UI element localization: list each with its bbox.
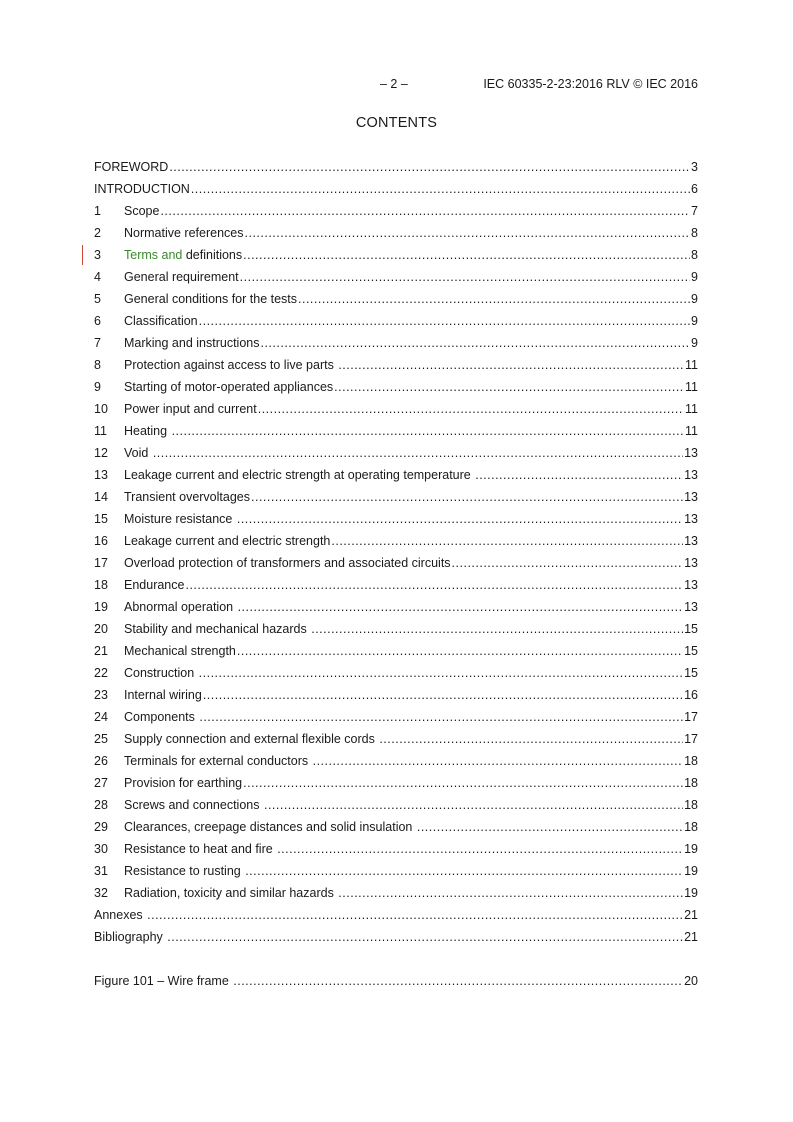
toc-entry-page: 19 [684,864,698,878]
toc-entry-page: 13 [684,578,698,592]
toc-entry[interactable] [94,422,698,444]
toc-entry-label-rest: definitions [182,248,243,262]
toc-entry-page: 9 [691,270,698,284]
dot-leader [203,687,683,703]
toc-entry-label [124,247,242,263]
toc-entry-page: 21 [684,930,698,944]
toc-entry-label: Leakage current and electric strength [124,534,331,548]
page-number: – 2 – [380,77,408,91]
dot-leader [191,181,690,197]
dot-leader [238,599,684,615]
toc-entry[interactable] [94,708,698,730]
toc-entry-page: 6 [691,182,698,196]
toc-entry-page: 8 [691,226,698,240]
dot-leader [298,291,690,307]
toc-entry[interactable] [94,158,698,180]
toc-entry-page: 3 [691,160,698,174]
page-header [380,76,698,92]
toc-entry-label: Marking and instructions [124,336,260,350]
toc-entry-number: 22 [94,666,108,680]
toc-entry-page: 11 [685,380,698,394]
toc-entry-label: Protection against access to live parts [124,358,338,372]
toc-entry-number: 31 [94,864,108,878]
toc-entry[interactable] [94,312,698,334]
standard-reference: IEC 60335-2-23:2016 RLV © IEC 2016 [483,77,698,91]
toc-entry[interactable] [94,752,698,774]
toc-entry-label: Construction [124,666,198,680]
dot-leader [169,159,690,175]
toc-entry[interactable] [94,884,698,906]
toc-entry-number: 21 [94,644,108,658]
toc-entry[interactable] [94,576,698,598]
toc-entry[interactable] [94,620,698,642]
toc-entry-number: 5 [94,292,101,306]
toc-entry-page: 13 [684,468,698,482]
toc-entry-label: Scope [124,204,160,218]
toc-entry-page: 21 [684,908,698,922]
dot-leader [199,709,683,725]
toc-entry-number: 26 [94,754,108,768]
toc-entry-label: Overload protection of transformers and associated circuits [124,556,451,570]
changed-text: Terms and [124,248,183,262]
toc-entry-page: 20 [684,974,698,988]
toc-entry-number: 12 [94,446,108,460]
toc-entry-page: 13 [684,556,698,570]
toc-entry-number: 2 [94,226,101,240]
toc-entry[interactable] [94,180,698,202]
toc-entry-label: Components [124,710,199,724]
dot-leader [240,269,690,285]
toc-entry-number: 9 [94,380,101,394]
section-spacer [94,950,698,972]
toc-entry-number: 14 [94,490,108,504]
toc-entry-label: Clearances, creepage distances and solid insulation [124,820,416,834]
toc-entry-label: Supply connection and external flexible cords [124,732,379,746]
toc-entry-label: Transient overvoltages [124,490,250,504]
toc-entry[interactable] [94,774,698,796]
toc-entry[interactable] [94,928,698,950]
toc-entry-number: 16 [94,534,108,548]
toc-entry-label: Provision for earthing [124,776,243,790]
toc-entry[interactable] [94,290,698,312]
toc-entry-number: 32 [94,886,108,900]
page-title: CONTENTS [355,115,438,131]
toc-entry-label: Annexes [94,908,147,922]
toc-entry-label: Mechanical strength [124,644,236,658]
toc-entry-page: 15 [684,644,698,658]
toc-entry-number: 23 [94,688,108,702]
toc-entry-number: 10 [94,402,108,416]
toc-entry-label: Resistance to heat and fire [124,842,277,856]
toc-entry-label: General conditions for the tests [124,292,298,306]
dot-leader [243,247,690,263]
toc-entry[interactable] [94,202,698,224]
toc-entry-page: 9 [691,336,698,350]
toc-entry-page: 13 [684,490,698,504]
toc-entry-number: 4 [94,270,101,284]
dot-leader [258,401,684,417]
dot-leader [251,489,683,505]
toc-entry-number: 24 [94,710,108,724]
toc-entry-label: Screws and connections [124,798,263,812]
toc-entry[interactable] [94,818,698,840]
toc-entry-label: Endurance [124,578,185,592]
toc-entry-page: 19 [684,842,698,856]
toc-entry-page: 13 [684,600,698,614]
dot-leader [475,467,683,483]
dot-leader [277,841,683,857]
toc-entry-number: 29 [94,820,108,834]
toc-entry-number: 27 [94,776,108,790]
dot-leader [452,555,684,571]
toc-entry-number: 13 [94,468,108,482]
dot-leader [311,621,683,637]
toc-entry-number: 19 [94,600,108,614]
toc-entry[interactable] [94,532,698,554]
toc-entry-page: 13 [684,534,698,548]
toc-entry-number: 30 [94,842,108,856]
toc-entry[interactable] [94,466,698,488]
dot-leader [338,357,684,373]
toc-entry-page: 11 [685,358,698,372]
toc-entry-page: 18 [684,820,698,834]
figure-entry[interactable] [94,972,698,994]
toc-entry-number: 15 [94,512,108,526]
toc-entry-page: 15 [684,622,698,636]
toc-entry-page: 19 [684,886,698,900]
toc-entry-number: 7 [94,336,101,350]
toc-entry-page: 18 [684,798,698,812]
toc-entry-label: Power input and current [124,402,257,416]
dot-leader [417,819,683,835]
toc-entry-label: Void [124,446,152,460]
dot-leader [237,511,683,527]
toc-entry-label: Normative references [124,226,244,240]
dot-leader [233,973,683,989]
toc-entry-label: Terminals for external conductors [124,754,312,768]
toc-entry-label: Moisture resistance [124,512,236,526]
toc-entry-page: 11 [685,424,698,438]
toc-entry-page: 9 [691,292,698,306]
toc-entry[interactable] [94,796,698,818]
dot-leader [313,753,684,769]
dot-leader [199,313,690,329]
toc-entry-label: Internal wiring [124,688,202,702]
toc-entry-label: Heating [124,424,171,438]
dot-leader [185,577,683,593]
toc-entry[interactable] [94,664,698,686]
dot-leader [243,775,683,791]
toc-entry-number: 1 [94,204,101,218]
toc-entry-page: 8 [691,248,698,262]
toc-entry-number: 25 [94,732,108,746]
dot-leader [245,863,683,879]
toc-entry[interactable] [94,730,698,752]
toc-entry-number: 3 [94,248,101,262]
toc-entry-label: Starting of motor-operated appliances [124,380,334,394]
dot-leader [338,885,683,901]
toc-entry-label: Leakage current and electric strength at operating temperature [124,468,475,482]
toc-entry-number: 8 [94,358,101,372]
toc-entry-label: Resistance to rusting [124,864,245,878]
toc-entry-label: Radiation, toxicity and similar hazards [124,886,338,900]
toc-entry[interactable] [94,246,698,268]
dot-leader [245,225,691,241]
dot-leader [153,445,683,461]
table-of-contents [94,158,698,994]
toc-entry[interactable] [94,444,698,466]
dot-leader [172,423,684,439]
dot-leader [334,379,684,395]
toc-entry-page: 18 [684,754,698,768]
toc-entry[interactable] [94,598,698,620]
toc-entry[interactable] [94,840,698,862]
toc-entry-page: 16 [684,688,698,702]
toc-entry-label: Figure 101 – Wire frame [94,974,233,988]
toc-entry[interactable] [94,268,698,290]
toc-entry-number: 20 [94,622,108,636]
toc-entry[interactable] [94,334,698,356]
toc-entry-page: 9 [691,314,698,328]
dot-leader [264,797,683,813]
dot-leader [237,643,683,659]
toc-entry-label: INTRODUCTION [94,182,190,196]
dot-leader [147,907,683,923]
toc-entry[interactable] [94,554,698,576]
dot-leader [260,335,690,351]
toc-entry-page: 13 [684,512,698,526]
toc-entry-label: General requirement [124,270,239,284]
dot-leader [199,665,683,681]
toc-entry-number: 18 [94,578,108,592]
toc-entry[interactable] [94,224,698,246]
toc-entry[interactable] [94,510,698,532]
toc-entry-number: 11 [94,424,107,438]
toc-entry-label: Stability and mechanical hazards [124,622,311,636]
toc-entry[interactable] [94,906,698,928]
dot-leader [331,533,683,549]
toc-entry-label: Bibliography [94,930,167,944]
toc-entry[interactable] [94,488,698,510]
toc-entry[interactable] [94,378,698,400]
toc-entry[interactable] [94,642,698,664]
toc-entry-number: 28 [94,798,108,812]
toc-entry[interactable] [94,400,698,422]
toc-entry-page: 7 [691,204,698,218]
toc-entry-page: 11 [685,402,698,416]
toc-entry-page: 13 [684,446,698,460]
toc-entry[interactable] [94,356,698,378]
dot-leader [167,929,683,945]
toc-entry-label: FOREWORD [94,160,169,174]
toc-entry[interactable] [94,862,698,884]
dot-leader [379,731,683,747]
toc-entry-page: 17 [684,732,698,746]
toc-entry-label: Abnormal operation [124,600,237,614]
dot-leader [160,203,690,219]
toc-entry-number: 17 [94,556,108,570]
toc-entry[interactable] [94,686,698,708]
toc-entry-page: 15 [684,666,698,680]
toc-entry-page: 18 [684,776,698,790]
change-bar [82,245,83,265]
toc-entry-number: 6 [94,314,101,328]
toc-entry-label: Classification [124,314,198,328]
toc-entry-page: 17 [684,710,698,724]
